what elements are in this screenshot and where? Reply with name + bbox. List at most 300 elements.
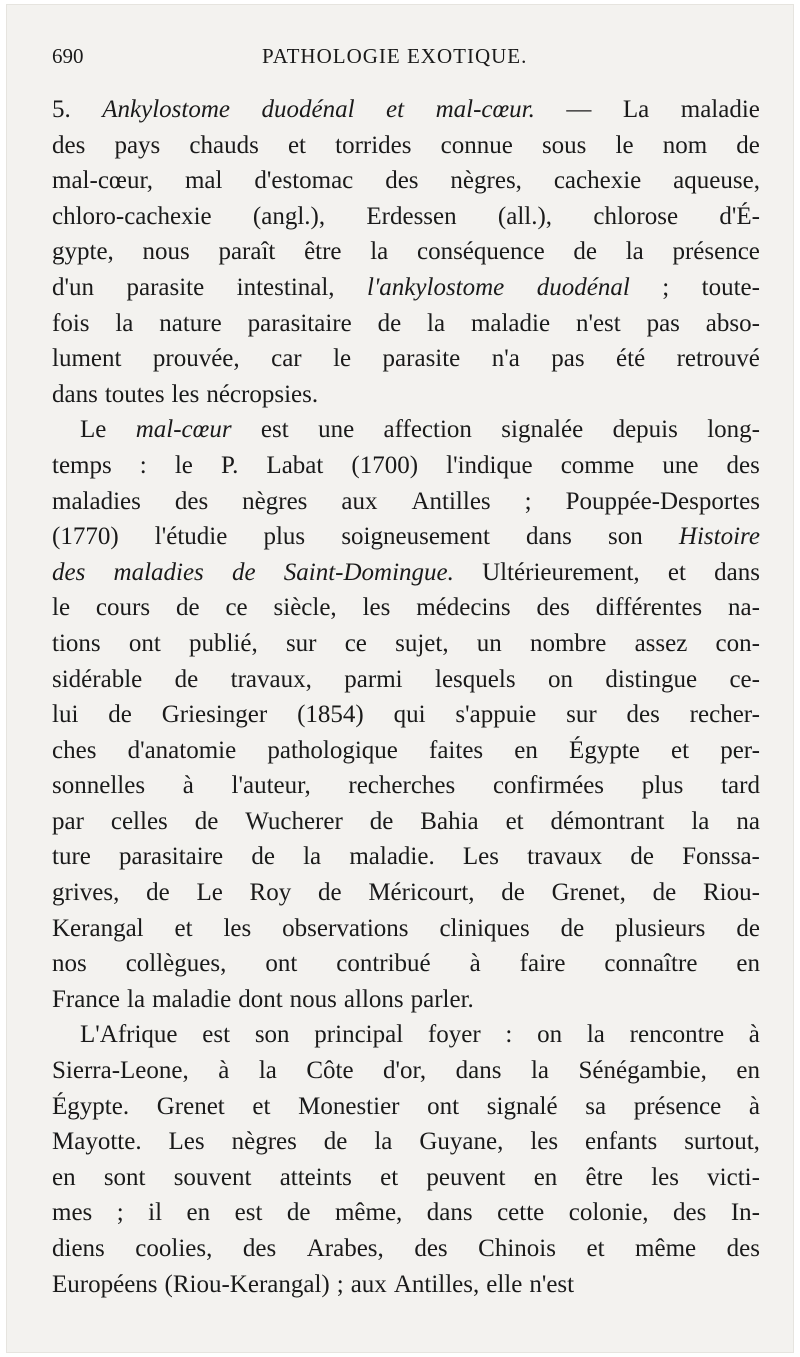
word: présence bbox=[672, 238, 760, 266]
text-line bbox=[52, 911, 760, 947]
word: pas bbox=[646, 309, 680, 337]
word: travaux, bbox=[230, 665, 312, 693]
word: pays bbox=[114, 131, 161, 159]
word: grives, bbox=[52, 879, 120, 907]
word: maladie bbox=[152, 985, 232, 1013]
word: (1770) bbox=[52, 523, 119, 551]
word: même, bbox=[334, 1199, 403, 1227]
word: Fonssa- bbox=[682, 843, 760, 871]
text-line bbox=[52, 484, 760, 520]
word: et bbox=[505, 807, 524, 835]
word: souvent bbox=[173, 1163, 252, 1191]
word: victi- bbox=[707, 1163, 760, 1191]
word: le bbox=[333, 345, 352, 373]
word: son bbox=[254, 1021, 290, 1049]
word: long- bbox=[707, 416, 760, 444]
word: de bbox=[736, 131, 760, 159]
text-line bbox=[52, 1017, 760, 1053]
word: Égypte bbox=[569, 736, 640, 764]
text-line bbox=[52, 448, 760, 484]
word: sur bbox=[285, 629, 317, 657]
word: dans bbox=[455, 1057, 502, 1085]
word: de bbox=[286, 1199, 311, 1227]
word: des bbox=[726, 1235, 760, 1262]
word: In- bbox=[730, 1199, 760, 1227]
word: lesquels bbox=[435, 665, 516, 693]
word: pathologique bbox=[267, 736, 398, 764]
word: nature bbox=[159, 309, 222, 337]
word: les bbox=[651, 1163, 679, 1191]
word: aqueuse, bbox=[673, 167, 760, 195]
page-header bbox=[52, 44, 762, 80]
word: Grenet, bbox=[551, 879, 626, 907]
word: (Riou-Kerangal) bbox=[164, 1270, 330, 1298]
word: sonnelles bbox=[52, 772, 146, 800]
word: duodénal bbox=[261, 96, 355, 123]
word: recherches bbox=[348, 772, 456, 800]
word: (1854) bbox=[297, 701, 364, 729]
body-text bbox=[52, 92, 760, 1302]
word: de bbox=[108, 701, 132, 729]
text-line bbox=[52, 875, 760, 911]
word: cours bbox=[95, 594, 151, 622]
word: — bbox=[566, 96, 592, 123]
word: parler. bbox=[410, 985, 474, 1013]
text-line bbox=[52, 234, 760, 270]
word: des bbox=[174, 487, 209, 515]
word: la bbox=[258, 1057, 277, 1085]
word: siècle, bbox=[273, 594, 337, 622]
word: parasitaire bbox=[247, 309, 352, 337]
word: même bbox=[635, 1235, 697, 1262]
word: nos bbox=[52, 950, 87, 978]
word: les bbox=[362, 594, 391, 622]
word: 5. bbox=[52, 96, 71, 123]
word: fois bbox=[52, 309, 90, 337]
word: plus bbox=[641, 772, 684, 800]
word: la bbox=[586, 1021, 605, 1049]
word: sont bbox=[103, 1163, 146, 1191]
text-line bbox=[52, 733, 760, 769]
word: Européens bbox=[52, 1270, 158, 1298]
text-line bbox=[52, 697, 760, 733]
word: Roy bbox=[249, 879, 292, 907]
word: été bbox=[616, 345, 646, 373]
word: de bbox=[630, 843, 654, 871]
word: plus bbox=[263, 523, 306, 551]
word: la bbox=[115, 309, 134, 337]
word: et bbox=[380, 1163, 399, 1191]
word: de bbox=[573, 238, 598, 266]
word: contribué bbox=[336, 950, 431, 978]
word: mal-cœur. bbox=[435, 96, 535, 123]
word: présence bbox=[633, 1092, 722, 1120]
word: dans bbox=[52, 380, 98, 408]
word: cliniques bbox=[439, 914, 530, 942]
word: ont bbox=[128, 629, 161, 657]
word: cette bbox=[497, 1199, 545, 1227]
word: surtout, bbox=[684, 1128, 760, 1156]
word: l'ankylostome bbox=[367, 273, 505, 301]
word: Pouppée-Desportes bbox=[565, 487, 760, 515]
word: celles bbox=[110, 807, 168, 835]
word: Sénégambie, bbox=[578, 1057, 707, 1085]
word: prouvée, bbox=[152, 345, 240, 373]
word: : bbox=[139, 451, 147, 479]
word: Antilles bbox=[411, 487, 491, 515]
word: une bbox=[662, 451, 699, 479]
word: des bbox=[726, 451, 760, 479]
word: de bbox=[652, 879, 677, 907]
word: mal-cœur bbox=[135, 416, 232, 444]
word: depuis bbox=[612, 416, 678, 444]
word: Labat bbox=[266, 451, 324, 479]
word: de bbox=[560, 914, 585, 942]
word: la bbox=[374, 1128, 393, 1156]
word: cachexie bbox=[553, 167, 642, 195]
word: Côte bbox=[306, 1057, 354, 1085]
word: lui bbox=[52, 701, 79, 729]
word: des bbox=[626, 701, 660, 729]
word: Grenet bbox=[156, 1092, 225, 1120]
word: parasite bbox=[382, 345, 461, 373]
word: sa bbox=[585, 1092, 607, 1120]
word: ce- bbox=[729, 665, 760, 693]
word: de bbox=[174, 665, 199, 693]
word: Riou- bbox=[702, 879, 760, 907]
word: la bbox=[691, 807, 710, 835]
word: de bbox=[146, 879, 170, 907]
word: signalé bbox=[486, 1092, 558, 1120]
word: elle bbox=[486, 1270, 523, 1298]
word: soigneusement bbox=[341, 523, 490, 551]
word: et bbox=[287, 131, 306, 159]
word: de bbox=[175, 594, 200, 622]
text-line bbox=[52, 163, 760, 199]
word: une bbox=[318, 416, 355, 444]
word: allons bbox=[343, 985, 404, 1013]
word: et bbox=[586, 1235, 605, 1262]
word: Griesinger bbox=[161, 701, 268, 729]
word: en bbox=[52, 1163, 76, 1191]
word: Bahia bbox=[420, 807, 479, 835]
word: les bbox=[171, 380, 200, 408]
word: Antilles, bbox=[393, 1270, 480, 1298]
word: à bbox=[748, 1021, 760, 1049]
word: parmi bbox=[344, 665, 403, 693]
word: temps bbox=[52, 451, 112, 479]
word: à bbox=[182, 772, 194, 800]
text-line bbox=[52, 270, 760, 306]
word: d'estomac bbox=[254, 167, 354, 195]
word: rencontre bbox=[629, 1021, 725, 1049]
word: l'étudie bbox=[154, 523, 228, 551]
word: nègres bbox=[242, 487, 308, 515]
word: torrides bbox=[335, 131, 412, 159]
word: l'auteur, bbox=[231, 772, 311, 800]
word: de bbox=[317, 879, 342, 907]
word: faites bbox=[429, 736, 484, 764]
word: sur bbox=[566, 701, 597, 729]
word: l'indique bbox=[446, 451, 533, 479]
word: la bbox=[530, 1057, 549, 1085]
word: France bbox=[52, 985, 121, 1013]
text-line bbox=[52, 1231, 760, 1267]
word: enfants bbox=[585, 1128, 658, 1156]
word: ; bbox=[524, 487, 532, 515]
word: sidérable bbox=[52, 665, 143, 693]
text-line bbox=[52, 1160, 760, 1196]
word: peuvent bbox=[426, 1163, 506, 1191]
text-line bbox=[52, 804, 760, 840]
word: de bbox=[377, 309, 402, 337]
text-line bbox=[52, 92, 760, 128]
word: maladie bbox=[470, 309, 551, 337]
word: il bbox=[148, 1199, 163, 1227]
word: Wucherer bbox=[245, 807, 343, 835]
word: d'un bbox=[52, 273, 95, 301]
word: plusieurs bbox=[615, 914, 706, 942]
word: la bbox=[127, 985, 146, 1013]
text-line bbox=[52, 555, 760, 591]
word: le bbox=[52, 594, 71, 622]
word: sous bbox=[541, 131, 587, 159]
text-line bbox=[52, 519, 760, 555]
word: toutes bbox=[104, 380, 165, 408]
word: Égypte. bbox=[52, 1092, 130, 1120]
word: Le bbox=[196, 879, 223, 907]
word: lument bbox=[52, 345, 122, 373]
text-line bbox=[52, 377, 760, 413]
word: na bbox=[736, 807, 760, 835]
word: démontrant bbox=[550, 807, 665, 835]
word: (all.), bbox=[497, 202, 553, 230]
word: recher- bbox=[689, 701, 760, 729]
word: en bbox=[736, 950, 760, 978]
word: connaître bbox=[604, 950, 698, 978]
word: et bbox=[386, 96, 405, 123]
word: des bbox=[414, 1235, 448, 1262]
word: nègres bbox=[231, 1128, 297, 1156]
word: mes bbox=[52, 1199, 93, 1227]
text-line bbox=[52, 412, 760, 448]
paragraph bbox=[52, 92, 760, 412]
word: abso- bbox=[705, 309, 760, 337]
word: mal-cœur, bbox=[52, 167, 154, 195]
word: gypte, bbox=[52, 238, 114, 266]
word: Saint-Domingue. bbox=[283, 558, 454, 586]
word: ches bbox=[52, 736, 97, 764]
word: les bbox=[223, 914, 252, 942]
word: nous bbox=[289, 985, 337, 1013]
word: chloro-cachexie bbox=[52, 202, 212, 230]
word: le bbox=[615, 131, 634, 159]
word: maladies bbox=[113, 558, 204, 586]
word: distingue bbox=[605, 665, 698, 693]
word: de bbox=[369, 807, 394, 835]
text-line bbox=[52, 1195, 760, 1231]
word: dans bbox=[426, 1199, 473, 1227]
text-line bbox=[52, 306, 760, 342]
word: (angl.), bbox=[252, 202, 326, 230]
word: affection bbox=[383, 416, 472, 444]
word: des bbox=[242, 1235, 277, 1262]
word: Ultérieurement, bbox=[482, 558, 640, 586]
word: ce bbox=[225, 594, 248, 622]
word: Histoire bbox=[678, 523, 760, 551]
word: on bbox=[547, 665, 573, 693]
word: Les bbox=[168, 1128, 205, 1156]
word: et bbox=[667, 558, 686, 586]
word: Chinois bbox=[478, 1235, 556, 1262]
word: un bbox=[476, 629, 502, 657]
word: la bbox=[370, 238, 389, 266]
paragraph bbox=[52, 412, 760, 1017]
word: en bbox=[533, 1163, 558, 1191]
word: n'est bbox=[529, 1270, 575, 1298]
word: d'É- bbox=[719, 202, 760, 230]
text-line bbox=[52, 839, 760, 875]
word: Méricourt, bbox=[368, 879, 475, 907]
word: ont bbox=[265, 950, 298, 978]
word: des bbox=[536, 594, 570, 622]
running-title: PATHOLOGIE EXOTIQUE. bbox=[262, 44, 528, 68]
word: de bbox=[194, 807, 219, 835]
text-line bbox=[52, 1053, 760, 1089]
text-line bbox=[52, 626, 760, 662]
text-line bbox=[52, 341, 760, 377]
page-number: 690 bbox=[52, 44, 84, 68]
word: Les bbox=[462, 843, 499, 871]
word: nom bbox=[662, 131, 708, 159]
word: colonie, bbox=[568, 1199, 649, 1227]
word: maladies bbox=[52, 487, 141, 515]
text-line bbox=[52, 662, 760, 698]
word: de bbox=[251, 843, 275, 871]
word: signalée bbox=[501, 416, 584, 444]
text-line bbox=[52, 1124, 760, 1160]
word: de bbox=[323, 1128, 348, 1156]
word: n'a bbox=[491, 345, 520, 373]
word: car bbox=[271, 345, 302, 373]
word: con- bbox=[715, 629, 760, 657]
word: tard bbox=[721, 772, 760, 800]
word: être bbox=[585, 1163, 623, 1191]
word: Ankylostome bbox=[102, 96, 230, 123]
word: aux bbox=[350, 1270, 387, 1298]
word: publié, bbox=[188, 629, 258, 657]
word: en bbox=[514, 736, 538, 764]
word: ont bbox=[427, 1092, 460, 1120]
text-line bbox=[52, 199, 760, 235]
word: faire bbox=[519, 950, 566, 978]
word: coolies, bbox=[135, 1235, 213, 1262]
word: par bbox=[52, 807, 84, 835]
text-line bbox=[52, 946, 760, 982]
word: La bbox=[622, 96, 650, 123]
word: son bbox=[608, 523, 643, 551]
word: toute- bbox=[701, 273, 760, 301]
book-page bbox=[6, 4, 794, 1353]
word: Guyane, bbox=[419, 1128, 504, 1156]
word: dans bbox=[714, 558, 760, 586]
word: le bbox=[174, 451, 193, 479]
word: intestinal, bbox=[236, 273, 335, 301]
word: différentes bbox=[595, 594, 703, 622]
word: maladie bbox=[680, 96, 760, 123]
word: et bbox=[671, 736, 690, 764]
word: Le bbox=[80, 416, 107, 444]
word: on bbox=[537, 1021, 563, 1049]
word: P. bbox=[220, 451, 239, 479]
word: de bbox=[501, 879, 525, 907]
word: pas bbox=[551, 345, 585, 373]
word: la bbox=[303, 843, 322, 871]
word: est bbox=[260, 416, 289, 444]
word: confirmées bbox=[492, 772, 605, 800]
word: de bbox=[736, 914, 760, 942]
word: aux bbox=[341, 487, 378, 515]
word: des bbox=[52, 558, 86, 586]
word: nous bbox=[142, 238, 190, 266]
word: sujet, bbox=[395, 629, 449, 657]
word: ; bbox=[336, 1270, 344, 1298]
word: qui bbox=[393, 701, 426, 729]
word: des bbox=[385, 167, 419, 195]
word: maladie. bbox=[349, 843, 435, 871]
word: d'or, bbox=[383, 1057, 427, 1085]
word: Monestier bbox=[298, 1092, 400, 1120]
word: : bbox=[505, 1021, 513, 1049]
word: L'Afrique bbox=[80, 1021, 178, 1049]
word: parasite bbox=[126, 273, 205, 301]
text-line bbox=[52, 1267, 760, 1303]
word: observations bbox=[282, 914, 409, 942]
word: Arabes, bbox=[306, 1235, 384, 1262]
word: ; bbox=[662, 273, 670, 301]
word: des bbox=[673, 1199, 707, 1227]
word: la bbox=[427, 309, 446, 337]
word: retrouvé bbox=[676, 345, 760, 373]
word: tions bbox=[52, 629, 101, 657]
word: est bbox=[234, 1199, 263, 1227]
paragraph bbox=[52, 1017, 760, 1302]
word: des bbox=[52, 131, 86, 159]
word: chlorose bbox=[593, 202, 679, 230]
word: collègues, bbox=[125, 950, 227, 978]
word: Erdessen bbox=[366, 202, 457, 230]
word: et bbox=[252, 1092, 271, 1120]
word: diens bbox=[52, 1235, 105, 1262]
word: d'anatomie bbox=[127, 736, 237, 764]
word: Mayotte. bbox=[52, 1128, 142, 1156]
word: nègres, bbox=[450, 167, 522, 195]
word: chauds bbox=[189, 131, 259, 159]
word: à bbox=[469, 950, 481, 978]
word: à bbox=[218, 1057, 230, 1085]
word: n'est bbox=[575, 309, 621, 337]
word: travaux bbox=[527, 843, 603, 871]
text-line bbox=[52, 768, 760, 804]
text-line bbox=[52, 590, 760, 626]
text-line bbox=[52, 128, 760, 164]
word: (1700) bbox=[351, 451, 419, 479]
word: et bbox=[174, 914, 193, 942]
text-line bbox=[52, 982, 760, 1018]
word: parasitaire bbox=[119, 843, 224, 871]
word: en bbox=[186, 1199, 211, 1227]
word: na- bbox=[728, 594, 760, 622]
